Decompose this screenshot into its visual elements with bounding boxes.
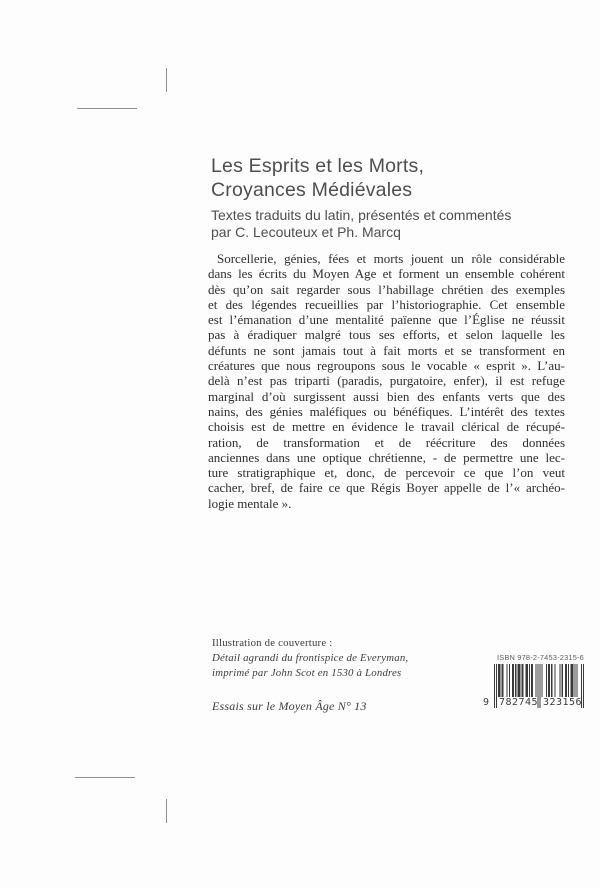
credit-line2: imprimé par John Scot en 1530 à Londres [212,667,402,679]
barcode-digits-left: 782745 [498,697,539,708]
title-block [211,155,511,241]
blurb-line: anciennes dans une optique chrétienne, - de permettre une lec- [208,449,565,465]
crop-mark-bottom-vertical [166,799,167,823]
book-subtitle-line2: par C. Lecouteux et Ph. Marcq [211,224,401,240]
barcode-digit-first: 9 [483,697,490,708]
credit-label: Illustration de couverture : [212,637,333,649]
credit-line1: Détail agrandi du frontispice de Everyman, [212,652,409,664]
blurb-line: logie mentale ». [208,495,292,511]
blurb-line: choisis est de mettre en évidence le travail clérical de récupé- [208,419,565,435]
blurb-line: est l’émanation d’une mentalité païenne que l’Église ne réussit [208,312,565,328]
blurb-line: ture stratigraphique et, donc, de percevoir ce que l’on veut [208,465,565,481]
blurb-line: dès qu’on sait regarder sous l’habillage chrétien des exemples [208,281,565,297]
book-title-line2: Croyances Médiévales [211,178,413,201]
isbn-label: ISBN 978-2-7453-2315-6 [497,653,584,662]
blurb-line: créatures que nous regroupons sous le vocable « esprit ». L’au- [208,358,565,374]
isbn-barcode [483,653,585,709]
blurb-line: dans les écrits du Moyen Age et forment un ensemble cohérent [208,266,565,282]
blurb-line: défunts ne sont jamais tout à fait morts et se transforment en [208,342,565,358]
blurb-line: et des légendes recueillies par l’historiographie. Cet ensemble [208,296,565,312]
series-title: Essais sur le Moyen Âge N° 13 [212,699,367,713]
cover-illustration-credit [212,636,408,681]
back-cover-blurb [208,251,565,511]
blurb-line: delà n’est pas triparti (paradis, purgatoire, enfer), il est refuge [208,373,565,389]
barcode-digits-right: 323156 [542,697,583,708]
crop-mark-bottom-horizontal [75,777,135,778]
book-subtitle-line1: Textes traduits du latin, présentés et commentés [211,207,512,223]
barcode-bars [483,664,584,709]
blurb-line: cacher, bref, de faire ce que Régis Boyer appelle de l’« archéo- [208,480,565,496]
crop-mark-top-vertical [166,68,167,92]
crop-mark-top-horizontal [77,108,137,109]
blurb-line: marginal d’où surgissent aussi bien des enfants verts que des [208,388,565,404]
blurb-line: nains, des génies maléfiques ou bénéfiques. L’intérêt des textes [208,403,565,419]
book-title-line1: Les Esprits et les Morts, [211,155,425,177]
blurb-line: pas à éradiquer malgré tous ses efforts, et selon laquelle les [208,327,565,343]
blurb-line: Sorcellerie, génies, fées et morts jouent un rôle considérable [217,251,565,266]
blurb-line: ration, de transformation et de réécriture des données [208,434,565,450]
